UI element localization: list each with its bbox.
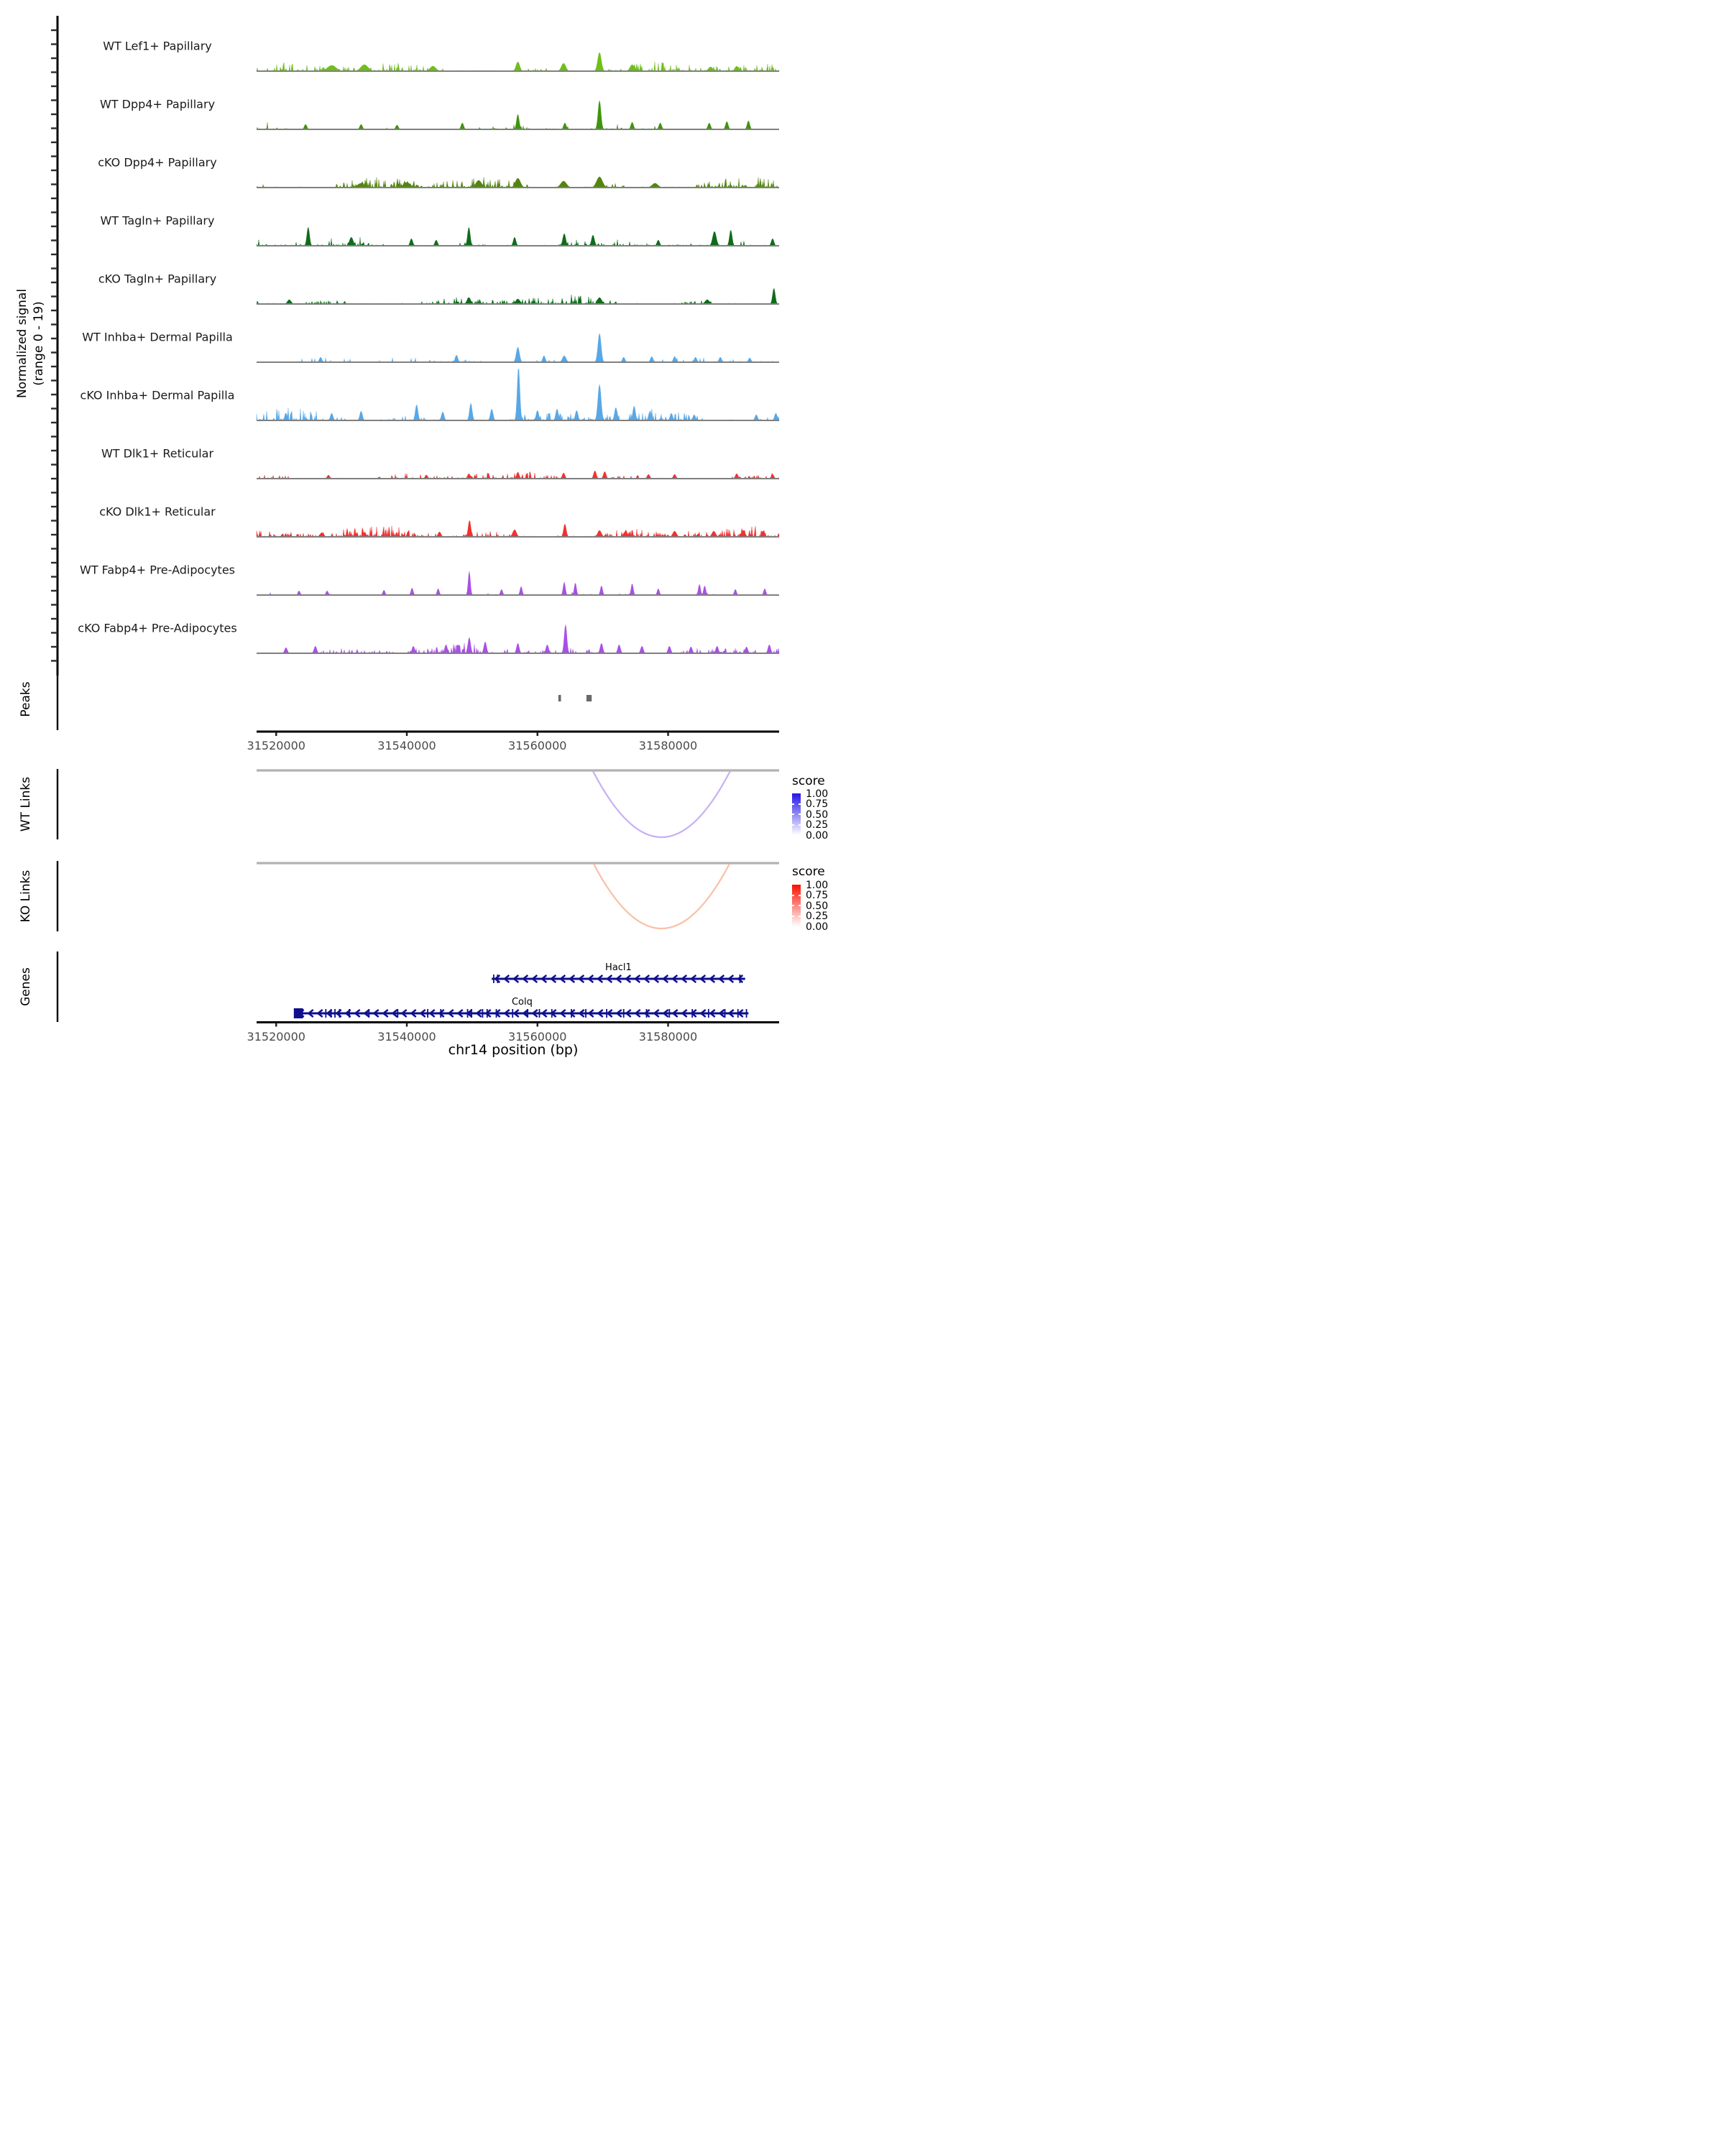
track-label-4: WT Tagln+ Papillary — [100, 213, 215, 228]
ko-links-section-label: KO Links — [19, 870, 33, 923]
legend-tick-label: 0.25 — [806, 819, 829, 831]
legend-tick-label: 0.75 — [806, 798, 829, 810]
track-signal-10 — [257, 571, 779, 595]
y-axis-label-line2: (range 0 - 19) — [32, 301, 46, 386]
legend-tick-label: 0.25 — [806, 911, 829, 922]
track-signal-3 — [257, 177, 779, 188]
legend-tick-dash — [792, 814, 794, 815]
y-axis-label-line1: Normalized signal — [15, 288, 30, 399]
legend-tick-label: 0.00 — [806, 829, 829, 842]
track-label-6: WT Inhba+ Dermal Papilla — [82, 330, 233, 344]
link-arc — [593, 771, 730, 837]
track-label-10: WT Fabp4+ Pre-Adipocytes — [80, 563, 235, 577]
track-label-11: cKO Fabp4+ Pre-Adipocytes — [78, 621, 237, 635]
track-label-1: WT Lef1+ Papillary — [103, 39, 212, 53]
track-label-7: cKO Inhba+ Dermal Papilla — [80, 388, 235, 402]
track-signal-1 — [257, 52, 779, 71]
track-label-2: WT Dpp4+ Papillary — [99, 97, 216, 111]
peaks-section-label: Peaks — [19, 681, 33, 717]
y-axis-label — [14, 289, 47, 398]
axis-tick-label: 31560000 — [508, 1030, 567, 1044]
legend-tick-label: 0.75 — [806, 890, 829, 901]
legend-tick-dash — [799, 814, 801, 815]
track-signal-2 — [257, 101, 779, 129]
axis-tick-label: 31580000 — [638, 739, 698, 752]
peak-interval-2 — [586, 695, 592, 701]
legend-tick-dash — [792, 803, 794, 805]
legend-tick-dash — [792, 895, 794, 896]
axis-tick-label: 31580000 — [638, 1030, 698, 1044]
track-signal-7 — [257, 369, 779, 420]
track-signal-6 — [257, 333, 779, 362]
track-label-8: WT Dlk1+ Reticular — [101, 446, 214, 461]
track-label-9: cKO Dlk1+ Reticular — [99, 505, 216, 519]
legend-tick-dash — [799, 803, 801, 805]
peak-interval-1 — [558, 695, 561, 701]
axis-tick-label: 31540000 — [377, 1030, 436, 1044]
track-signal-8 — [257, 471, 779, 479]
legend-tick-label: 0.50 — [806, 900, 829, 912]
track-signal-9 — [257, 520, 779, 537]
legend-tick-dash — [792, 916, 794, 917]
track-signal-11 — [257, 625, 779, 653]
axis-tick-label: 31560000 — [508, 739, 567, 752]
wt-score-legend-title: score — [792, 774, 825, 788]
axis-tick-label: 31520000 — [247, 1030, 305, 1044]
legend-tick-dash — [792, 905, 794, 906]
link-arc — [594, 864, 730, 929]
ko-score-legend-title: score — [792, 865, 825, 879]
legend-tick-dash — [792, 824, 794, 826]
wt-score-legend-gradient-bar — [792, 793, 801, 835]
track-signal-5 — [257, 288, 779, 304]
legend-tick-dash — [799, 905, 801, 906]
track-label-5: cKO Tagln+ Papillary — [98, 272, 217, 286]
wt-links-section-label: WT Links — [19, 776, 33, 832]
legend-tick-dash — [799, 895, 801, 896]
gene-label-hacl1: Hacl1 — [605, 962, 632, 973]
axis-tick-label: 31520000 — [247, 739, 305, 752]
legend-tick-dash — [799, 824, 801, 826]
track-signal-4 — [257, 227, 779, 246]
legend-tick-label: 1.00 — [806, 788, 829, 800]
gene-utr-box — [294, 1008, 303, 1018]
legend-tick-label: 0.50 — [806, 808, 829, 821]
gene-label-colq: Colq — [511, 997, 533, 1008]
legend-tick-dash — [799, 916, 801, 917]
legend-tick-label: 1.00 — [806, 879, 829, 891]
x-axis-title: chr14 position (bp) — [448, 1042, 579, 1058]
legend-tick-label: 0.00 — [806, 921, 829, 933]
axis-tick-label: 31540000 — [377, 739, 436, 752]
genes-section-label: Genes — [19, 967, 33, 1006]
coverage-plot-figure — [0, 0, 862, 1078]
ko-score-legend-gradient-bar — [792, 885, 801, 926]
track-label-3: cKO Dpp4+ Papillary — [98, 155, 217, 170]
